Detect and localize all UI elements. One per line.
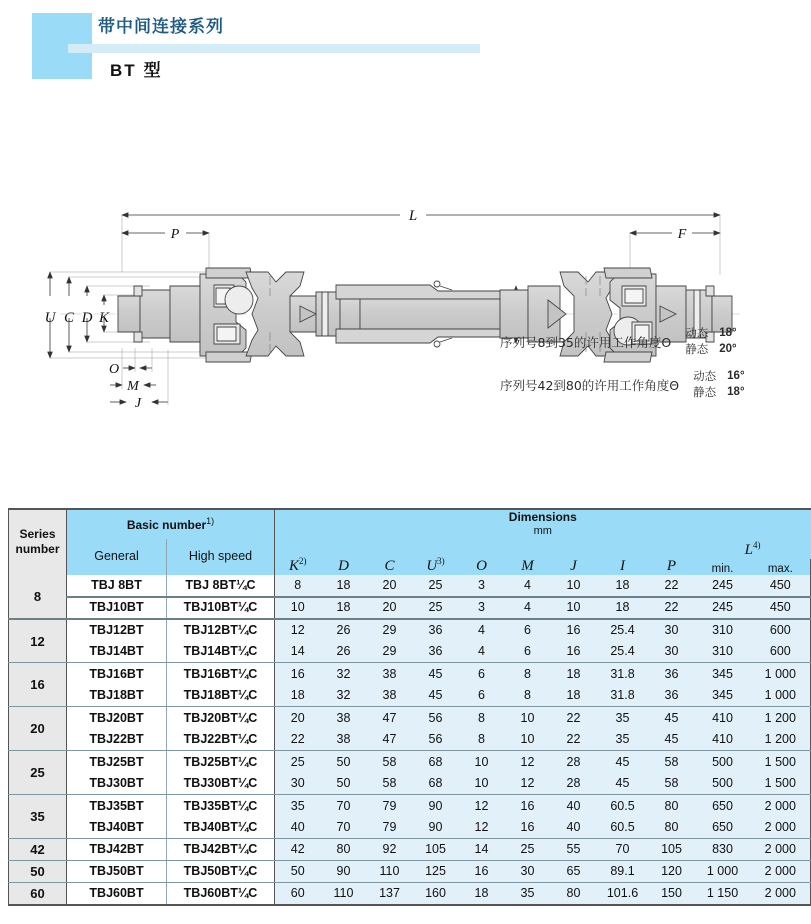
general-name-cell: TBJ40BT xyxy=(67,817,167,839)
dim-K: 10 xyxy=(275,597,321,619)
dim-L-min: 830 xyxy=(695,839,751,861)
dim-I: 18 xyxy=(597,597,649,619)
dim-I: 18 xyxy=(597,575,649,597)
dim-J: 55 xyxy=(551,839,597,861)
dim-L-min: 650 xyxy=(695,817,751,839)
dim-C: 79 xyxy=(367,817,413,839)
series-number-cell: 35 xyxy=(9,795,67,839)
dim-L-min: 345 xyxy=(695,685,751,707)
dim-O: 3 xyxy=(459,597,505,619)
series-number-cell: 16 xyxy=(9,663,67,707)
note-label: 静态 xyxy=(693,384,717,399)
dim-J: 10 xyxy=(551,575,597,597)
dim-M: 30 xyxy=(505,861,551,883)
dim-P: 120 xyxy=(649,861,695,883)
dim-O: 12 xyxy=(459,795,505,817)
note-label: 静态 xyxy=(685,341,709,356)
general-name-cell: TBJ14BT xyxy=(67,641,167,663)
dim-O: 18 xyxy=(459,883,505,905)
general-name-cell: TBJ22BT xyxy=(67,729,167,751)
dim-U: 45 xyxy=(413,685,459,707)
dim-L-max: 1 000 xyxy=(751,663,811,685)
table-head xyxy=(9,509,811,575)
dim-L-max: 1 200 xyxy=(751,729,811,751)
dim-K: 18 xyxy=(275,685,321,707)
dim-C: 92 xyxy=(367,839,413,861)
header-col-K: $K^{2)}$ xyxy=(275,539,321,575)
note-value: 18° xyxy=(727,385,745,398)
dim-M: 8 xyxy=(505,663,551,685)
dim-D: 26 xyxy=(321,619,367,641)
dim-P: 30 xyxy=(649,619,695,641)
dim-O: 8 xyxy=(459,729,505,751)
general-name-cell: TBJ30BT xyxy=(67,773,167,795)
dim-I: 60.5 xyxy=(597,795,649,817)
dim-O: 6 xyxy=(459,685,505,707)
page-subtitle xyxy=(110,56,162,81)
dim-U: 105 xyxy=(413,839,459,861)
general-name-cell: TBJ35BT xyxy=(67,795,167,817)
dim-L-min: 1 000 xyxy=(695,861,751,883)
dim-D: 38 xyxy=(321,729,367,751)
note-value: 16° xyxy=(727,370,745,383)
dim-M: 8 xyxy=(505,685,551,707)
dim-P: 80 xyxy=(649,817,695,839)
svg-text:F: F xyxy=(677,227,687,242)
dim-D: 80 xyxy=(321,839,367,861)
general-name-cell: TBJ60BT xyxy=(67,883,167,905)
header-col-J: J xyxy=(551,539,597,575)
dim-L-max: 600 xyxy=(751,619,811,641)
dim-I: 25.4 xyxy=(597,641,649,663)
dim-M: 16 xyxy=(505,817,551,839)
header-L-min: min. xyxy=(695,559,751,575)
series-number-cell: 8 xyxy=(9,575,67,619)
dim-O: 10 xyxy=(459,773,505,795)
dim-I: 31.8 xyxy=(597,663,649,685)
dim-J: 22 xyxy=(551,707,597,729)
svg-text:L: L xyxy=(408,208,418,224)
dim-D: 50 xyxy=(321,751,367,773)
table-row xyxy=(9,663,811,685)
dim-U: 160 xyxy=(413,883,459,905)
dim-C: 38 xyxy=(367,663,413,685)
header-series-number: Series number xyxy=(9,509,67,575)
dim-C: 29 xyxy=(367,619,413,641)
dim-K: 8 xyxy=(275,575,321,597)
table-row xyxy=(9,685,811,707)
dim-P: 36 xyxy=(649,663,695,685)
dim-I: 31.8 xyxy=(597,685,649,707)
general-name-cell: TBJ 8BT xyxy=(67,575,167,597)
general-name-cell: TBJ16BT xyxy=(67,663,167,685)
high-speed-name-cell: TBJ30BT¼C xyxy=(167,773,275,795)
dim-K: 35 xyxy=(275,795,321,817)
dim-O: 4 xyxy=(459,641,505,663)
general-name-cell: TBJ18BT xyxy=(67,685,167,707)
dim-D: 110 xyxy=(321,883,367,905)
header-unit: mm xyxy=(533,525,552,537)
note-row xyxy=(500,369,790,400)
general-name-cell: TBJ10BT xyxy=(67,597,167,619)
dim-J: 18 xyxy=(551,685,597,707)
dim-O: 16 xyxy=(459,861,505,883)
dim-C: 110 xyxy=(367,861,413,883)
dim-K: 50 xyxy=(275,861,321,883)
dim-D: 38 xyxy=(321,707,367,729)
dim-D: 26 xyxy=(321,641,367,663)
table-row xyxy=(9,861,811,883)
dim-L-max: 1 500 xyxy=(751,751,811,773)
dim-P: 150 xyxy=(649,883,695,905)
dim-K: 40 xyxy=(275,817,321,839)
series-number-cell: 12 xyxy=(9,619,67,663)
dim-K: 14 xyxy=(275,641,321,663)
dim-K: 12 xyxy=(275,619,321,641)
general-name-cell: TBJ42BT xyxy=(67,839,167,861)
dim-L-min: 1 150 xyxy=(695,883,751,905)
dim-K: 42 xyxy=(275,839,321,861)
dim-C: 58 xyxy=(367,751,413,773)
dim-O: 10 xyxy=(459,751,505,773)
dim-U: 68 xyxy=(413,773,459,795)
dim-P: 36 xyxy=(649,685,695,707)
note-values xyxy=(693,369,744,400)
dim-K: 22 xyxy=(275,729,321,751)
dim-P: 22 xyxy=(649,597,695,619)
dim-D: 50 xyxy=(321,773,367,795)
table-row xyxy=(9,751,811,773)
dim-I: 25.4 xyxy=(597,619,649,641)
svg-text:O: O xyxy=(108,362,120,377)
general-name-cell: TBJ20BT xyxy=(67,707,167,729)
header-general: General xyxy=(67,539,167,575)
series-number-cell: 60 xyxy=(9,883,67,905)
dim-L-min: 245 xyxy=(695,575,751,597)
dim-D: 32 xyxy=(321,663,367,685)
dim-M: 6 xyxy=(505,641,551,663)
high-speed-name-cell: TBJ40BT¼C xyxy=(167,817,275,839)
high-speed-name-cell: TBJ 8BT¼C xyxy=(167,575,275,597)
dim-C: 58 xyxy=(367,773,413,795)
dim-L-max: 450 xyxy=(751,575,811,597)
high-speed-name-cell: TBJ16BT¼C xyxy=(167,663,275,685)
high-speed-name-cell: TBJ18BT¼C xyxy=(167,685,275,707)
general-name-cell: TBJ25BT xyxy=(67,751,167,773)
dim-M: 10 xyxy=(505,729,551,751)
dim-C: 20 xyxy=(367,597,413,619)
dim-L-max: 450 xyxy=(751,597,811,619)
table-row xyxy=(9,839,811,861)
dim-L-min: 310 xyxy=(695,641,751,663)
page-subtitle-cjk: 型 xyxy=(143,61,162,81)
dim-U: 68 xyxy=(413,751,459,773)
dim-J: 22 xyxy=(551,729,597,751)
dim-I: 35 xyxy=(597,707,649,729)
high-speed-name-cell: TBJ22BT¼C xyxy=(167,729,275,751)
dim-I: 35 xyxy=(597,729,649,751)
dim-J: 40 xyxy=(551,817,597,839)
header-col-D: D xyxy=(321,539,367,575)
dim-D: 70 xyxy=(321,817,367,839)
dim-O: 3 xyxy=(459,575,505,597)
dim-M: 12 xyxy=(505,751,551,773)
dim-C: 79 xyxy=(367,795,413,817)
series-number-cell: 42 xyxy=(9,839,67,861)
dim-J: 18 xyxy=(551,663,597,685)
header-high-speed: High speed xyxy=(167,539,275,575)
dim-M: 4 xyxy=(505,597,551,619)
dim-I: 45 xyxy=(597,773,649,795)
dim-D: 18 xyxy=(321,597,367,619)
dim-U: 25 xyxy=(413,575,459,597)
dim-K: 60 xyxy=(275,883,321,905)
note-label: 动态 xyxy=(693,369,717,384)
general-name-cell: TBJ12BT xyxy=(67,619,167,641)
high-speed-name-cell: TBJ35BT¼C xyxy=(167,795,275,817)
header-row-1 xyxy=(9,509,811,539)
table-row xyxy=(9,729,811,751)
dim-J: 40 xyxy=(551,795,597,817)
dim-C: 29 xyxy=(367,641,413,663)
table-row xyxy=(9,641,811,663)
note-value: 20° xyxy=(719,342,737,355)
dim-L-min: 500 xyxy=(695,773,751,795)
high-speed-name-cell: TBJ42BT¼C xyxy=(167,839,275,861)
dim-D: 90 xyxy=(321,861,367,883)
dim-J: 16 xyxy=(551,641,597,663)
table-row xyxy=(9,575,811,597)
dim-P: 105 xyxy=(649,839,695,861)
note-label: 动态 xyxy=(685,326,709,340)
dim-J: 16 xyxy=(551,619,597,641)
dim-P: 58 xyxy=(649,773,695,795)
note-values xyxy=(685,326,736,357)
table-row xyxy=(9,707,811,729)
series-number-cell: 20 xyxy=(9,707,67,751)
dim-U: 36 xyxy=(413,641,459,663)
dim-K: 25 xyxy=(275,751,321,773)
header-col-L: $L^{4)}$ xyxy=(695,539,811,559)
high-speed-name-cell: TBJ50BT¼C xyxy=(167,861,275,883)
header-row-2 xyxy=(9,539,811,559)
dim-U: 25 xyxy=(413,597,459,619)
general-name-cell: TBJ50BT xyxy=(67,861,167,883)
dim-O: 4 xyxy=(459,619,505,641)
dim-I: 60.5 xyxy=(597,817,649,839)
dim-K: 20 xyxy=(275,707,321,729)
footnote-marker-1: 1) xyxy=(206,515,215,526)
dim-L-min: 245 xyxy=(695,597,751,619)
svg-text:J: J xyxy=(134,396,142,411)
dim-C: 137 xyxy=(367,883,413,905)
dim-U: 45 xyxy=(413,663,459,685)
dim-M: 4 xyxy=(505,575,551,597)
svg-text:M: M xyxy=(127,379,139,394)
high-speed-name-cell: TBJ12BT¼C xyxy=(167,619,275,641)
dim-C: 38 xyxy=(367,685,413,707)
dim-L-max: 2 000 xyxy=(751,861,811,883)
dim-I: 89.1 xyxy=(597,861,649,883)
dim-L-min: 310 xyxy=(695,619,751,641)
series-number-cell: 50 xyxy=(9,861,67,883)
header-col-I: I xyxy=(597,539,649,575)
page-title: 带中间连接系列 xyxy=(98,17,224,37)
svg-text:U: U xyxy=(44,310,56,326)
dim-K: 30 xyxy=(275,773,321,795)
dim-L-max: 600 xyxy=(751,641,811,663)
header-col-C: C xyxy=(367,539,413,575)
svg-text:P: P xyxy=(170,227,180,242)
dim-M: 16 xyxy=(505,795,551,817)
specification-table-wrapper xyxy=(8,508,796,906)
working-angle-notes xyxy=(500,326,790,412)
table-row xyxy=(9,795,811,817)
dim-M: 6 xyxy=(505,619,551,641)
table-row xyxy=(9,619,811,641)
high-speed-name-cell: TBJ25BT¼C xyxy=(167,751,275,773)
dim-U: 90 xyxy=(413,817,459,839)
header-col-O: O xyxy=(459,539,505,575)
dim-U: 125 xyxy=(413,861,459,883)
high-speed-name-cell: TBJ14BT¼C xyxy=(167,641,275,663)
dim-O: 12 xyxy=(459,817,505,839)
dim-O: 6 xyxy=(459,663,505,685)
header-col-M: M xyxy=(505,539,551,575)
header-L-max: max. xyxy=(751,559,811,575)
dim-I: 70 xyxy=(597,839,649,861)
dim-J: 28 xyxy=(551,751,597,773)
dim-P: 30 xyxy=(649,641,695,663)
dim-L-max: 1 000 xyxy=(751,685,811,707)
dim-P: 45 xyxy=(649,707,695,729)
dim-U: 36 xyxy=(413,619,459,641)
high-speed-name-cell: TBJ10BT¼C xyxy=(167,597,275,619)
dim-L-min: 410 xyxy=(695,707,751,729)
high-speed-name-cell: TBJ20BT¼C xyxy=(167,707,275,729)
dim-L-max: 2 000 xyxy=(751,883,811,905)
dim-L-min: 650 xyxy=(695,795,751,817)
dim-J: 80 xyxy=(551,883,597,905)
dim-U: 56 xyxy=(413,729,459,751)
table-row xyxy=(9,773,811,795)
dim-C: 47 xyxy=(367,729,413,751)
dim-C: 20 xyxy=(367,575,413,597)
note-row xyxy=(500,326,790,357)
note-text: 序列号42到80的许用工作角度Θ xyxy=(500,377,680,393)
dim-O: 8 xyxy=(459,707,505,729)
note-value: 18° xyxy=(719,327,737,339)
dim-C: 47 xyxy=(367,707,413,729)
dim-L-max: 2 000 xyxy=(751,795,811,817)
svg-text:C: C xyxy=(63,310,75,326)
dim-U: 90 xyxy=(413,795,459,817)
accent-rule xyxy=(68,44,480,53)
dim-U: 56 xyxy=(413,707,459,729)
table-row xyxy=(9,883,811,905)
dim-M: 25 xyxy=(505,839,551,861)
note-text: 序列号8到35的许用工作角度Θ xyxy=(500,334,672,350)
dim-P: 58 xyxy=(649,751,695,773)
dim-L-min: 345 xyxy=(695,663,751,685)
dim-J: 65 xyxy=(551,861,597,883)
header-col-U: $U^{3)}$ xyxy=(413,539,459,575)
header-col-P: P xyxy=(649,539,695,575)
high-speed-name-cell: TBJ60BT¼C xyxy=(167,883,275,905)
dim-M: 12 xyxy=(505,773,551,795)
dim-P: 45 xyxy=(649,729,695,751)
specification-table xyxy=(8,508,811,906)
dim-M: 35 xyxy=(505,883,551,905)
dim-L-min: 410 xyxy=(695,729,751,751)
svg-text:D: D xyxy=(81,310,93,326)
dim-P: 22 xyxy=(649,575,695,597)
table-row xyxy=(9,597,811,619)
dim-J: 10 xyxy=(551,597,597,619)
dim-L-min: 500 xyxy=(695,751,751,773)
svg-text:K: K xyxy=(98,310,110,326)
dim-D: 70 xyxy=(321,795,367,817)
dim-J: 28 xyxy=(551,773,597,795)
dim-D: 32 xyxy=(321,685,367,707)
dim-I: 45 xyxy=(597,751,649,773)
dim-D: 18 xyxy=(321,575,367,597)
dim-L-max: 2 000 xyxy=(751,839,811,861)
series-number-cell: 25 xyxy=(9,751,67,795)
dim-L-max: 2 000 xyxy=(751,817,811,839)
page-header xyxy=(0,0,798,104)
dim-I: 101.6 xyxy=(597,883,649,905)
dim-O: 14 xyxy=(459,839,505,861)
header-dimensions: Dimensions mm xyxy=(275,509,811,539)
table-body xyxy=(9,575,811,905)
page-subtitle-latin: BT xyxy=(110,61,137,80)
dim-P: 80 xyxy=(649,795,695,817)
dim-L-max: 1 200 xyxy=(751,707,811,729)
table-row xyxy=(9,817,811,839)
header-basic-number: Basic number$^{1)}$ xyxy=(67,509,275,539)
dim-M: 10 xyxy=(505,707,551,729)
dim-K: 16 xyxy=(275,663,321,685)
dim-L-max: 1 500 xyxy=(751,773,811,795)
